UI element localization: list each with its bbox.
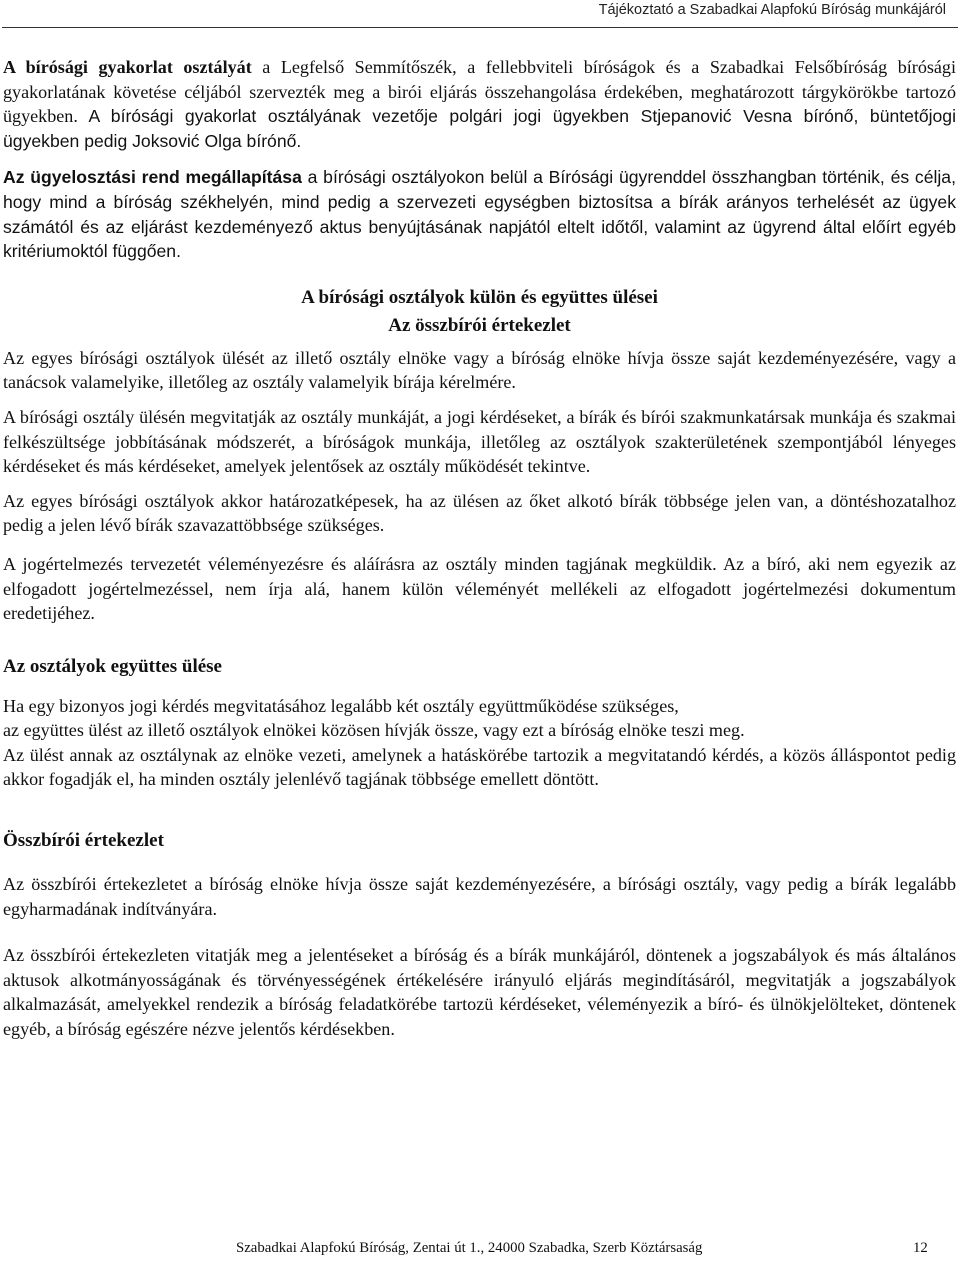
footer-address: Szabadkai Alapfokú Bíróság, Zentai út 1., 24000 Szabadka, Szerb Köztársaság [236,1240,703,1256]
paragraph-plenary-agenda: Az összbírói értekezleten vitatják meg a jelentéseket a bíróság és a bírák munkájáról, döntenek a jogszabályok és más általános aktusok alkotmányosságának és törvényességének értékelésére irányuló eljárás megindításáról, megvitatják a jogszabályok alkalmazását, amelyekkel rendezik a bíróság feladatkörébe tartozü kérdéseket, véleményezik a bíró- és ülnökjelölteket, döntenek egyéb, a bíróság egészére nézve jelentős kérdésekben. [3,945,956,1040]
paragraph-agenda: A bírósági osztály ülésén megvitatják az osztály munkáját, a jogi kérdéseket, a bírák és bírói szakmunkatársak munkája és szakmai felkészültsége jobbításának módszerét, a bíróságok munkája, illetőleg az osztályok szakterületének szempontjából lényeges kérdéseket és más kérdéseket, amelyek jelentősek az osztály működését tekintve. [3,406,956,477]
paragraph-lead: Az ügyelosztási rend megállapítása [3,167,302,188]
running-header-title: Tájékoztató a Szabadkai Alapfokú Bíróság munkájáról [598,2,946,18]
paragraph-lead: A bírósági gyakorlat osztályát [3,57,252,77]
document-body [3,55,956,1042]
paragraph-plenary-convening: Az összbírói értekezletet a bíróság elnöke hívja össze saját kezdeményezésére, a bírósági osztály, vagy pedig a bírák legalább egyharmadának indítványára. [3,874,956,919]
section-heading-meetings: A bírósági osztályok külön és együttes ülései [301,286,658,308]
paragraph-quorum: Az egyes bírósági osztályok akkor határozatképesek, ha az ülésen az őket alkotó bírák többsége jelen van, a döntéshozatalhoz pedig a jelen lévő bírák szavazattöbbsége szükséges. [3,490,956,536]
paragraph-text: a bírósági osztályokon belül a Bírósági ügyrenddel összhangban történik, és célja, hogy mind a bíróság székhelyén, mind pedig a szervezeti egységben biztosítsa a bírák arányos terhelését az ügyek számától és az eljárást kezdeményező aktus benyújtásának napjától eltelt időtől, valamint az ügyrend által előírt egyéb kritériumoktól függően. [3,167,956,262]
paragraph-joint-line-1: Ha egy bizonyos jogi kérdés megvitatásához legalább két osztály együttműködése szükséges, [3,695,679,716]
header-divider [2,27,958,28]
section-subheading-plenary: Az összbírói értekezlet [388,314,571,336]
paragraph-joint-line-2: az együttes ülést az illető osztályok elnökei közösen hívják össze, vagy ezt a bíróság elnöke teszi meg. [3,720,745,741]
paragraph-joint-line-3: Az ülést annak az osztálynak az elnöke vezeti, amelynek a hatáskörébe tartozik a megvitatandó kérdés, a közös álláspontot pedig akkor fogadják el, ha minden osztály jelenlévő tagjának többsége emellett döntött. [3,744,956,790]
paragraph-convening: Az egyes bírósági osztályok ülését az illető osztály elnöke vagy a bíróság elnöke hívja össze saját kezdeményezésére, vagy a tanácsok valamelyike, illetőleg az osztály valamelyik bírája kérelmére. [3,347,956,393]
section-heading-joint-meeting: Az osztályok együttes ülése [3,655,222,677]
page-number: 12 [913,1240,928,1256]
paragraph-text: A bírósági gyakorlat osztályának vezetője polgári jogi ügyekben Stjepanović Vesna bírónő, büntetőjogi ügyekben pedig Joksović Olga bírónő. [3,106,956,151]
paragraph-case-allocation [3,165,956,263]
section-heading-plenary: Összbírói értekezlet [3,830,164,852]
paragraph-legal-interpretation: A jogértelmezés tervezetét véleményezésre és aláírásra az osztály minden tagjának megküldik. Az a bíró, aki nem egyezik az elfogadott jogértelmezéssel, nem írja alá, hanem külön véleményét mellékeli az elfogadott jogértelmezési dokumentum eredetijéhez. [3,553,956,624]
paragraph-text: a Legfelső Semmítőszék, a fellebbviteli bíróságok és a Szabadkai Felsőbíróság bírósági gyakorlatának követése céljából szervezték meg a birói eljárás összehangolása érdekében, meghatározott tárgykörökbe tartozó ügyekben. [3,57,957,127]
paragraph-practice-department [3,55,956,153]
